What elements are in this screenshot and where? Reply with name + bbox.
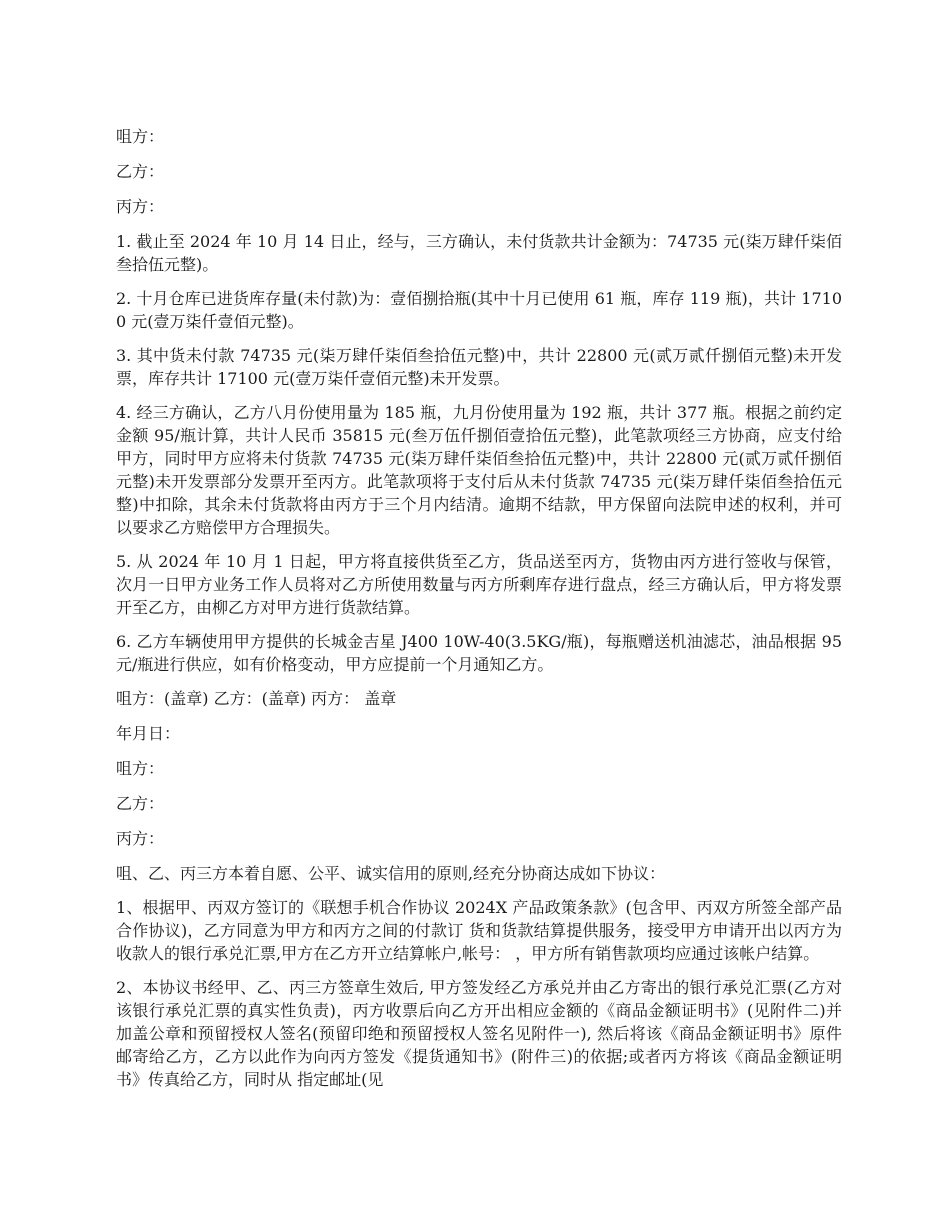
party-a-label-2: 咀方： [116, 759, 165, 778]
party-a-label: 咀方： [116, 127, 165, 146]
clause-3: 3. 其中货未付款 74735 元(柒万肆仟柒佰叁拾伍元整)中，共计 22800 元(贰万贰仟捌佰元整)未开发票，库存共计 17100 元(壹万柒仟壹佰元整)未开发票。 [116, 346, 842, 388]
party-c-label-2: 丙方： [116, 829, 165, 848]
signature-line: 咀方：(盖章) 乙方：(盖章) 丙方： 盖章 [116, 689, 397, 708]
agreement-clause-2: 2、本协议书经甲、乙、丙三方签章生效后, 甲方签发经乙方承兑并由乙方寄出的银行承兑汇票(乙方对该银行承兑汇票的真实性负责)，丙方收票后向乙方开出相应金额的《商品金额证明书》(见附件二)并 加盖公章和预留授权人签名(预留印绝和预留授权人签名见附件一), 然后将该《商品金额证明书》原件邮寄给乙方，乙方以此作为向丙方签发《提货通知书》(附件三)的依据;或者丙方将该《商品金额证明书》传真给乙方，同时从 指定邮址(见 [116, 978, 842, 1089]
agreement-clause-1: 1、根据甲、丙双方签订的《联想手机合作协议 2024X 产品政策条款》(包含甲、丙双方所签全部产品合作协议)，乙方同意为甲方和丙方之间的付款订 货和货款结算提供服务，接受甲方申请开出以丙方为收款人的银行承兑汇票,甲方在乙方开立结算帐户,帐号： ，甲方所有销售款项均应通过该帐户结算。 [116, 898, 842, 963]
agreement-intro: 咀、乙、丙三方本着自愿、公平、诚实信用的原则,经充分协商达成如下协议： [116, 864, 666, 883]
clause-4: 4. 经三方确认，乙方八月份使用量为 185 瓶，九月份使用量为 192 瓶，共计 377 瓶。根据之前约定金额 95/瓶计算，共计人民币 35815 元(叁万伍仟捌佰壹拾伍元整)，此笔款项经三方协商，应支付给甲方，同时甲方应将未付货款 74735 元(柒万肆仟柒佰叁拾伍元整)中，共计 22800 元(贰万贰仟捌佰元整)未开发票部分发票开至丙方。此笔款项将于支付后从未付货款 74735 元(柒万肆仟柒佰叁拾伍元整)中扣除，其余未付货款将由丙方于三个月内结清。逾期不结款，甲方保留向法院申述的权利，并可以要求乙方赔偿甲方合理损失。 [116, 403, 842, 537]
clause-1: 1. 截止至 2024 年 10 月 14 日止，经与，三方确认，未付货款共计金额为：74735 元(柒万肆仟柒佰叁拾伍元整)。 [116, 232, 842, 274]
party-b-label-2: 乙方： [116, 794, 165, 813]
party-c-label: 丙方： [116, 197, 165, 216]
clause-2: 2. 十月仓库已进货库存量(未付款)为：壹佰捌拾瓶(其中十月已使用 61 瓶，库存 119 瓶)，共计 17100 元(壹万柒仟壹佰元整)。 [116, 289, 842, 331]
party-b-label: 乙方： [116, 162, 165, 181]
clause-5: 5. 从 2024 年 10 月 1 日起，甲方将直接供货至乙方，货品送至丙方，货物由丙方进行签收与保管，次月一日甲方业务工作人员将对乙方所使用数量与丙方所剩库存进行盘点，经三方确认后，甲方将发票开至乙方，由柳乙方对甲方进行货款结算。 [116, 552, 842, 617]
document-page [116, 125, 842, 1102]
date-label: 年月日： [116, 724, 181, 743]
clause-6: 6. 乙方车辆使用甲方提供的长城金吉星 J400 10W-40(3.5KG/瓶)，每瓶赠送机油滤芯，油品根据 95 元/瓶进行供应，如有价格变动，甲方应提前一个月通知乙方。 [116, 632, 842, 674]
